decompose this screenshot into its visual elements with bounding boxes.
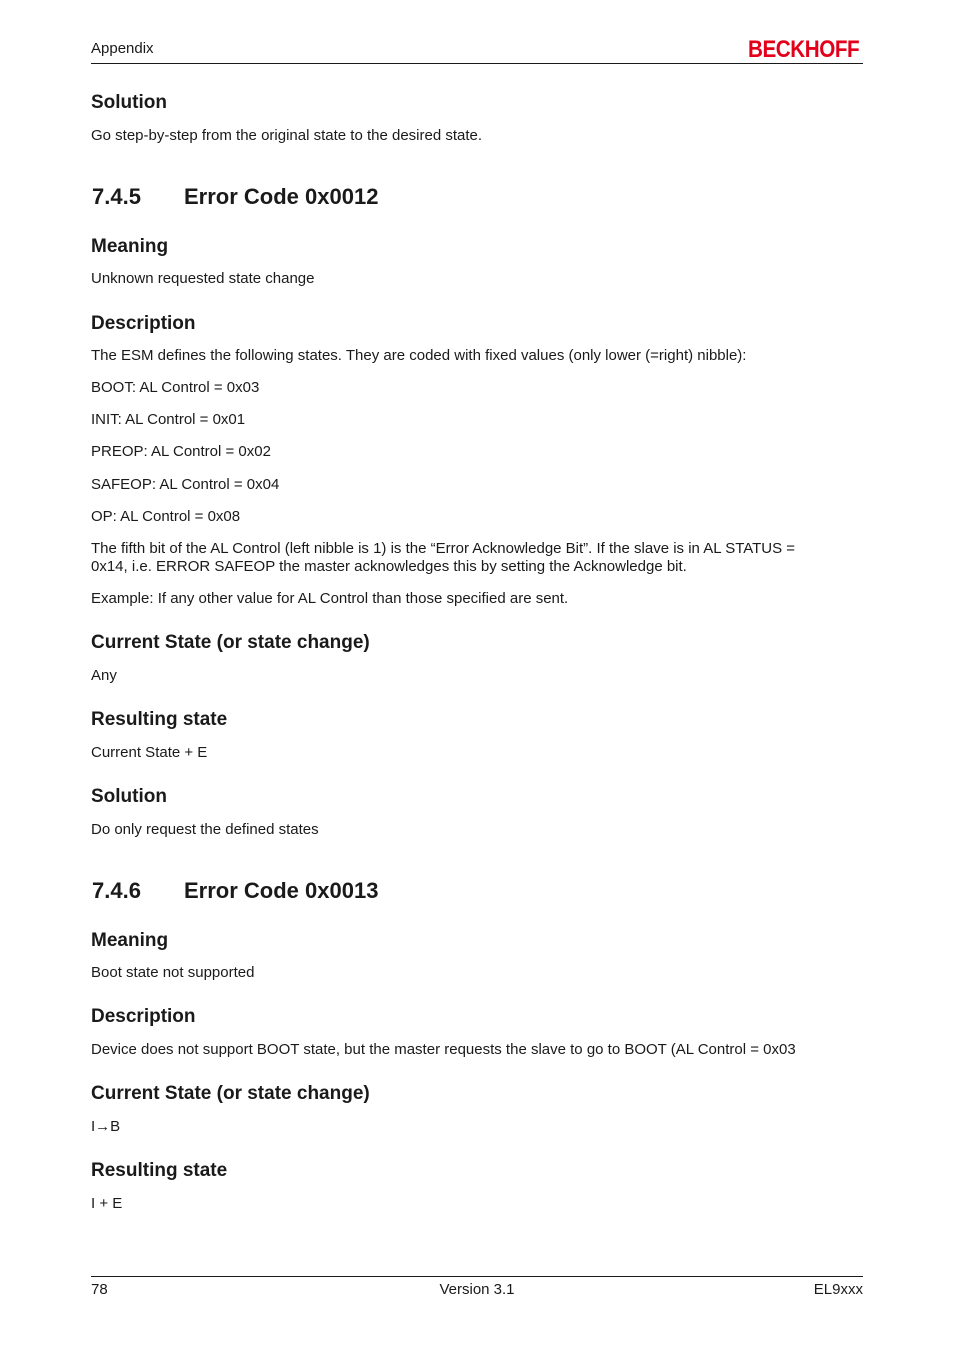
resulting-state-heading: Resulting state <box>91 1160 228 1181</box>
section-number: 7.4.6 <box>92 878 141 903</box>
current-state-heading: Current State (or state change) <box>91 1083 370 1104</box>
header-rule <box>91 63 863 64</box>
meaning-text: Boot state not supported <box>91 964 255 981</box>
fifth-bit-line-1: The fifth bit of the AL Control (left nibble is 1) is the “Error Acknowledge Bit”. If the slave is in AL STATUS = <box>91 540 796 557</box>
meaning-heading: Meaning <box>91 930 169 951</box>
description-heading: Description <box>91 1006 196 1027</box>
current-state-text: Any <box>91 667 117 684</box>
state-line-op: OP: AL Control = 0x08 <box>91 508 241 525</box>
current-state-text: I→B <box>91 1118 121 1135</box>
example-text: Example: If any other value for AL Control than those specified are sent. <box>91 590 569 607</box>
description-text: The ESM defines the following states. They are coded with fixed values (only lower (=right) nibble): <box>91 347 747 364</box>
section-title: Error Code 0x0012 <box>184 184 379 209</box>
product-label: EL9xxx <box>813 1281 863 1298</box>
beckhoff-logo: BECKHOFF <box>748 36 860 63</box>
section-heading-746 <box>92 878 378 904</box>
footer-rule <box>91 1276 863 1277</box>
section-heading-745 <box>92 184 378 210</box>
state-line-safeop: SAFEOP: AL Control = 0x04 <box>91 476 280 493</box>
header-section-label: Appendix <box>91 40 154 57</box>
state-line-preop: PREOP: AL Control = 0x02 <box>91 443 271 460</box>
description-text: Device does not support BOOT state, but the master requests the slave to go to BOOT (AL Control = 0x03 <box>91 1041 796 1058</box>
solution-text: Do only request the defined states <box>91 821 319 838</box>
state-line-boot: BOOT: AL Control = 0x03 <box>91 379 260 396</box>
version-label: Version 3.1 <box>439 1281 515 1298</box>
resulting-state-text: I + E <box>91 1195 123 1212</box>
meaning-heading: Meaning <box>91 236 169 257</box>
state-line-init: INIT: AL Control = 0x01 <box>91 411 246 428</box>
meaning-text: Unknown requested state change <box>91 270 315 287</box>
section-number: 7.4.5 <box>92 184 141 209</box>
description-heading: Description <box>91 313 196 334</box>
current-state-heading: Current State (or state change) <box>91 632 370 653</box>
resulting-state-heading: Resulting state <box>91 709 228 730</box>
solution-text: Go step-by-step from the original state to the desired state. <box>91 127 483 144</box>
solution-heading: Solution <box>91 786 167 807</box>
section-title: Error Code 0x0013 <box>184 878 379 903</box>
page-number: 78 <box>91 1281 108 1298</box>
resulting-state-text: Current State + E <box>91 744 208 761</box>
fifth-bit-line-2: 0x14, i.e. ERROR SAFEOP the master acknowledges this by setting the Acknowledge bit. <box>91 558 687 575</box>
solution-heading: Solution <box>91 92 167 113</box>
